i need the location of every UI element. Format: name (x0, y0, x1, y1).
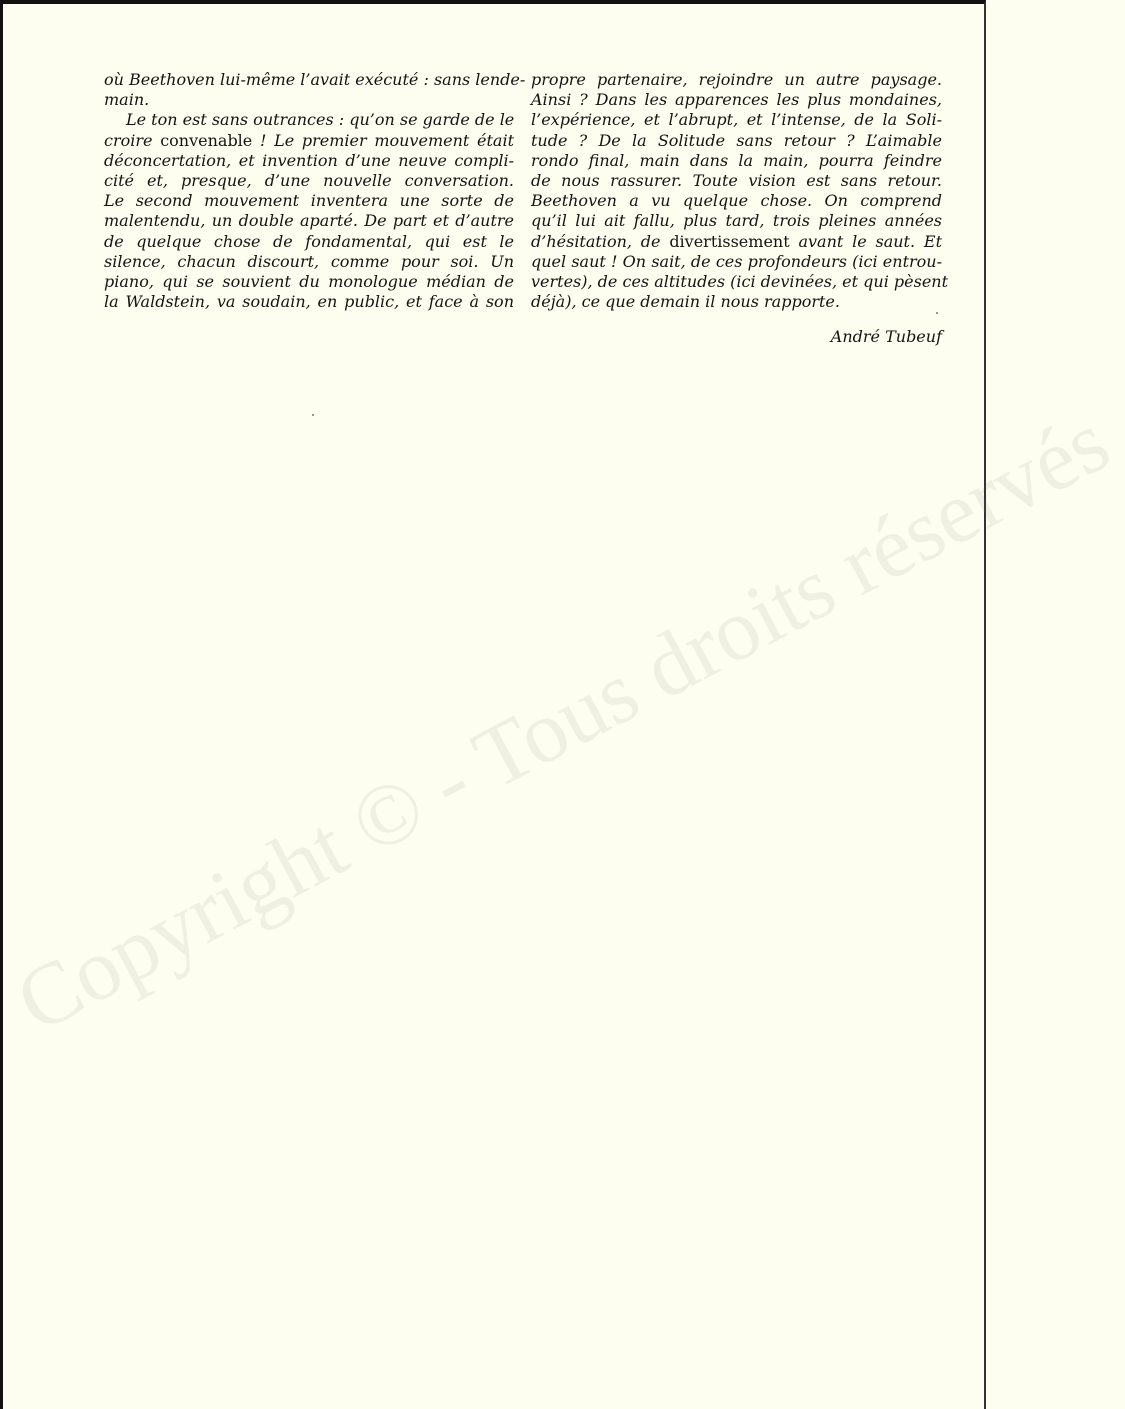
author-signature: André Tubeuf (830, 327, 942, 346)
text-line: quel saut ! On sait, de ces profondeurs (ici entrou- (531, 251, 942, 271)
text-line (531, 232, 942, 252)
paper-speck (936, 312, 938, 314)
text-line: cité et, presque, d’une nouvelle conversation. (104, 171, 514, 191)
text-line: main. (104, 90, 150, 110)
text-line: tude ? De la Solitude sans retour ? L’aimable (531, 130, 942, 150)
text-line: piano, qui se souvient du monologue médian de (104, 272, 514, 292)
text-line: silence, chacun discourt, comme pour soi. Un (104, 251, 514, 271)
text-line (104, 131, 514, 151)
text-line: Beethoven a vu quelque chose. On comprend (531, 191, 942, 211)
text-line: déconcertation, et invention d’une neuve compli- (104, 150, 514, 170)
left-text-column (104, 70, 526, 312)
text-fragment-roman: convenable (160, 130, 253, 150)
right-text-column (531, 70, 949, 312)
text-fragment: avant le saut. Et (789, 231, 942, 251)
text-line: Le second mouvement inventera une sorte de (104, 191, 514, 211)
copyright-watermark: Copyright © - Tous droits réservés (1, 393, 1125, 1052)
text-line: propre partenaire, rejoindre un autre paysage. (531, 70, 942, 89)
text-fragment: ! Le premier mouvement était (252, 130, 514, 150)
text-line: la Waldstein, va soudain, en public, et face à son (104, 292, 514, 312)
text-line: qu’il lui ait fallu, plus tard, trois pleines années (531, 211, 942, 231)
text-fragment: croire (104, 130, 153, 150)
text-line: de quelque chose de fondamental, qui est le (104, 231, 514, 251)
text-line: l’expérience, et l’abrupt, et l’intense, de la Soli- (531, 110, 942, 130)
text-fragment: d’hésitation, de (531, 231, 661, 251)
text-line: de nous rassurer. Toute vision est sans retour. (531, 171, 942, 191)
text-line: Le ton est sans outrances : qu’on se garde de le (126, 110, 515, 130)
text-line: Ainsi ? Dans les apparences les plus mondaines, (531, 90, 942, 110)
text-fragment-roman: divertissement (669, 231, 790, 251)
paper-speck (312, 414, 314, 416)
text-line: déjà), ce que demain il nous rapporte. (531, 292, 840, 312)
text-line: rondo final, main dans la main, pourra feindre (531, 150, 942, 170)
text-line: vertes), de ces altitudes (ici devinées, et qui pèsent (531, 272, 949, 292)
text-line: où Beethoven lui-même l’avait exécuté : sans lende- (104, 70, 526, 89)
text-line: malentendu, un double aparté. De part et d’autre (104, 211, 514, 231)
